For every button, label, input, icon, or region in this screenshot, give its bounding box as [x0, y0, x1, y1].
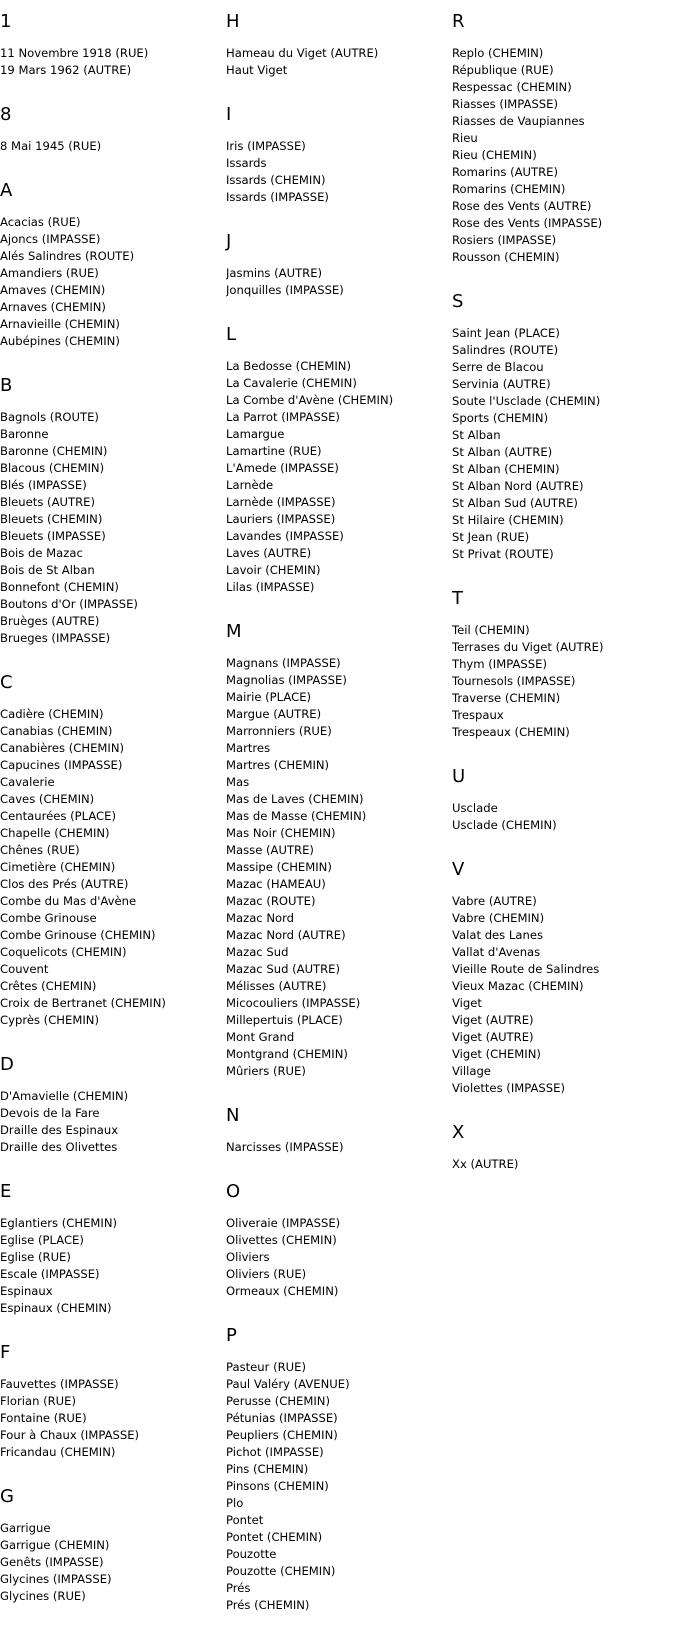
street-link[interactable]: Chênes (RUE) [0, 843, 80, 857]
street-link[interactable]: Riasses de Vaupiannes [452, 114, 585, 128]
street-link[interactable]: Village [452, 1064, 491, 1078]
street-link[interactable]: Salindres (ROUTE) [452, 343, 559, 357]
street-list [452, 325, 667, 563]
street-link[interactable]: St Hilaire (CHEMIN) [452, 513, 564, 527]
street-list [226, 1139, 441, 1156]
street-link[interactable]: Oliviers [226, 1250, 270, 1264]
street-link[interactable]: République (RUE) [452, 63, 554, 77]
letter-heading: G [0, 1486, 14, 1507]
street-link[interactable]: Serre de Blacou [452, 360, 544, 374]
letter-group [452, 1111, 667, 1173]
street-link[interactable]: Issards [226, 156, 267, 170]
letter-group [0, 661, 215, 1029]
letter-group [0, 364, 215, 647]
letter-group [452, 755, 667, 834]
street-link[interactable]: Pouzotte [226, 1547, 277, 1561]
street-list [0, 214, 215, 350]
street-link[interactable]: Bruèges (AUTRE) [0, 614, 100, 628]
street-link[interactable]: Bonnefont (CHEMIN) [0, 580, 119, 594]
street-link[interactable]: Trespaux [452, 708, 504, 722]
letter-group [0, 0, 215, 79]
street-list [226, 1359, 441, 1614]
street-link[interactable]: Lavoir (CHEMIN) [226, 563, 321, 577]
letter-heading: F [0, 1342, 11, 1363]
street-link[interactable]: Bagnols (ROUTE) [0, 410, 99, 424]
street-link[interactable]: Terrases du Viget (AUTRE) [452, 640, 604, 654]
street-link[interactable]: Romarins (AUTRE) [452, 165, 559, 179]
street-link[interactable]: Crêtes (CHEMIN) [0, 979, 97, 993]
street-link[interactable]: Alés Salindres (ROUTE) [0, 249, 135, 263]
street-link[interactable]: Combe Grinouse (CHEMIN) [0, 928, 156, 942]
street-link[interactable]: Violettes (IMPASSE) [452, 1081, 565, 1095]
street-link[interactable]: Mazac Sud [226, 945, 289, 959]
street-link[interactable]: Rose des Vents (IMPASSE) [452, 216, 603, 230]
street-link[interactable]: Olivettes (CHEMIN) [226, 1233, 337, 1247]
street-link[interactable]: Mas de Laves (CHEMIN) [226, 792, 364, 806]
street-link[interactable]: Arnaves (CHEMIN) [0, 300, 106, 314]
street-list [0, 706, 215, 1029]
street-link[interactable]: Cavalerie [0, 775, 55, 789]
street-link[interactable]: Massipe (CHEMIN) [226, 860, 332, 874]
street-link[interactable]: Caves (CHEMIN) [0, 792, 95, 806]
street-link[interactable]: Croix de Bertranet (CHEMIN) [0, 996, 166, 1010]
letter-group [226, 0, 441, 79]
street-link[interactable]: Martres (CHEMIN) [226, 758, 330, 772]
street-link[interactable]: Prés [226, 1581, 251, 1595]
street-link[interactable]: Centaurées (PLACE) [0, 809, 116, 823]
street-list [0, 1088, 215, 1156]
street-link[interactable]: Canabières (CHEMIN) [0, 741, 125, 755]
street-link[interactable]: Mazac (HAMEAU) [226, 877, 326, 891]
street-link[interactable]: Magnans (IMPASSE) [226, 656, 341, 670]
street-link[interactable]: Bois de Mazac [0, 546, 83, 560]
street-link[interactable]: Lauriers (IMPASSE) [226, 512, 336, 526]
street-link[interactable]: Marronniers (RUE) [226, 724, 332, 738]
street-list [0, 1520, 215, 1605]
street-link[interactable]: St Alban (AUTRE) [452, 445, 553, 459]
street-list [0, 138, 215, 155]
street-link[interactable]: Garrigue [0, 1521, 51, 1535]
street-list [226, 655, 441, 1080]
letter-heading: E [0, 1181, 12, 1202]
street-link[interactable]: Mas [226, 775, 250, 789]
street-list [226, 1215, 441, 1300]
letter-group [0, 169, 215, 350]
street-link[interactable]: St Alban Sud (AUTRE) [452, 496, 578, 510]
street-link[interactable]: Coquelicots (CHEMIN) [0, 945, 127, 959]
street-link[interactable]: Combe du Mas d'Avène [0, 894, 137, 908]
street-link[interactable]: Lavandes (IMPASSE) [226, 529, 344, 543]
column-2 [226, 0, 441, 1628]
street-link[interactable]: Larnède (IMPASSE) [226, 495, 336, 509]
street-link[interactable]: Fontaine (RUE) [0, 1411, 87, 1425]
street-link[interactable]: Mazac Sud (AUTRE) [226, 962, 341, 976]
street-link[interactable]: Chapelle (CHEMIN) [0, 826, 110, 840]
street-link[interactable]: Glycines (RUE) [0, 1589, 86, 1603]
street-link[interactable]: Vabre (CHEMIN) [452, 911, 545, 925]
street-link[interactable]: Couvent [0, 962, 49, 976]
street-link[interactable]: Rosiers (IMPASSE) [452, 233, 557, 247]
street-link[interactable]: Jasmins (AUTRE) [226, 266, 323, 280]
letter-group [226, 1170, 441, 1300]
street-link[interactable]: Cyprès (CHEMIN) [0, 1013, 99, 1027]
street-link[interactable]: Amaves (CHEMIN) [0, 283, 106, 297]
street-link[interactable]: Mas Noir (CHEMIN) [226, 826, 336, 840]
street-link[interactable]: Mont Grand [226, 1030, 295, 1044]
street-list [452, 893, 667, 1097]
street-link[interactable]: Fauvettes (IMPASSE) [0, 1377, 119, 1391]
street-link[interactable]: Bleuets (CHEMIN) [0, 512, 103, 526]
letter-heading: C [0, 672, 13, 693]
street-link[interactable]: La Bedosse (CHEMIN) [226, 359, 351, 373]
street-list [452, 1156, 667, 1173]
street-link[interactable]: Pouzotte (CHEMIN) [226, 1564, 336, 1578]
street-link[interactable]: La Parrot (IMPASSE) [226, 410, 340, 424]
street-link[interactable]: Lamargue [226, 427, 285, 441]
street-link[interactable]: Perusse (CHEMIN) [226, 1394, 331, 1408]
street-link[interactable]: Mazac Nord [226, 911, 295, 925]
street-link[interactable]: Usclade (CHEMIN) [452, 818, 557, 832]
street-link[interactable]: Pins (CHEMIN) [226, 1462, 309, 1476]
street-link[interactable]: Plo [226, 1496, 244, 1510]
letter-heading: L [226, 324, 237, 345]
street-link[interactable]: Viget (CHEMIN) [452, 1047, 541, 1061]
street-link[interactable]: Pontet (CHEMIN) [226, 1530, 323, 1544]
street-list [0, 409, 215, 647]
street-link[interactable]: Lamartine (RUE) [226, 444, 322, 458]
street-link[interactable]: Genêts (IMPASSE) [0, 1555, 104, 1569]
street-link[interactable]: Rieu [452, 131, 478, 145]
street-link[interactable]: Xx (AUTRE) [452, 1157, 519, 1171]
street-link[interactable]: Fricandau (CHEMIN) [0, 1445, 116, 1459]
street-link[interactable]: Escale (IMPASSE) [0, 1267, 100, 1281]
column-3 [452, 0, 667, 1187]
letter-group [226, 1314, 441, 1614]
street-link[interactable]: Pasteur (RUE) [226, 1360, 307, 1374]
letter-heading: A [0, 180, 13, 201]
street-link[interactable]: Prés (CHEMIN) [226, 1598, 310, 1612]
street-link[interactable]: Draille des Espinaux [0, 1123, 119, 1137]
letter-group [0, 1331, 215, 1461]
street-link[interactable]: Rousson (CHEMIN) [452, 250, 560, 264]
street-link[interactable]: Vieille Route de Salindres [452, 962, 600, 976]
letter-group [0, 1170, 215, 1317]
street-link[interactable]: Florian (RUE) [0, 1394, 77, 1408]
street-list [452, 622, 667, 741]
street-link[interactable]: Valat des Lanes [452, 928, 543, 942]
street-link[interactable]: Arnavieille (CHEMIN) [0, 317, 120, 331]
letter-heading: V [452, 859, 465, 880]
letter-heading: I [226, 104, 232, 125]
street-link[interactable]: Pétunias (IMPASSE) [226, 1411, 338, 1425]
street-link[interactable]: Bleuets (IMPASSE) [0, 529, 106, 543]
letter-heading: S [452, 291, 464, 312]
street-link[interactable]: St Privat (ROUTE) [452, 547, 554, 561]
street-link[interactable]: Romarins (CHEMIN) [452, 182, 566, 196]
street-link[interactable]: Glycines (IMPASSE) [0, 1572, 112, 1586]
street-link[interactable]: Martres [226, 741, 271, 755]
street-link[interactable]: Servinia (AUTRE) [452, 377, 551, 391]
letter-heading: B [0, 375, 13, 396]
street-link[interactable]: Mazac Nord (AUTRE) [226, 928, 346, 942]
street-link[interactable]: Pinsons (CHEMIN) [226, 1479, 329, 1493]
street-link[interactable]: Thym (IMPASSE) [452, 657, 547, 671]
street-link[interactable]: Aubépines (CHEMIN) [0, 334, 120, 348]
street-link[interactable]: Soute l'Usclade (CHEMIN) [452, 394, 601, 408]
street-link[interactable]: Viget [452, 996, 482, 1010]
street-link[interactable]: Ormeaux (CHEMIN) [226, 1284, 339, 1298]
street-link[interactable]: Larnède [226, 478, 274, 492]
letter-heading: P [226, 1325, 237, 1346]
street-link[interactable]: Baronne [0, 427, 49, 441]
street-link[interactable]: Oliviers (RUE) [226, 1267, 307, 1281]
letter-group [226, 610, 441, 1080]
letter-heading: 1 [0, 11, 12, 32]
street-link[interactable]: Masse (AUTRE) [226, 843, 314, 857]
letter-group [452, 848, 667, 1097]
letter-group [452, 280, 667, 563]
street-link[interactable]: Tournesols (IMPASSE) [452, 674, 576, 688]
street-list [226, 138, 441, 206]
street-link[interactable]: Rose des Vents (AUTRE) [452, 199, 592, 213]
street-link[interactable]: Saint Jean (PLACE) [452, 326, 560, 340]
street-link[interactable]: Replo (CHEMIN) [452, 46, 544, 60]
street-link[interactable]: Eglantiers (CHEMIN) [0, 1216, 118, 1230]
street-link[interactable]: Mazac (ROUTE) [226, 894, 316, 908]
letter-heading: H [226, 11, 240, 32]
letter-group [226, 93, 441, 206]
street-link[interactable]: Boutons d'Or (IMPASSE) [0, 597, 138, 611]
letter-group [226, 1094, 441, 1156]
street-link[interactable]: Bleuets (AUTRE) [0, 495, 95, 509]
street-link[interactable]: Canabias (CHEMIN) [0, 724, 113, 738]
letter-heading: D [0, 1054, 14, 1075]
street-link[interactable]: St Alban Nord (AUTRE) [452, 479, 584, 493]
street-link[interactable]: Mas de Masse (CHEMIN) [226, 809, 367, 823]
street-link[interactable]: Oliveraie (IMPASSE) [226, 1216, 341, 1230]
street-link[interactable]: Riasses (IMPASSE) [452, 97, 559, 111]
street-link[interactable]: Garrigue (CHEMIN) [0, 1538, 110, 1552]
street-link[interactable]: Vieux Mazac (CHEMIN) [452, 979, 584, 993]
street-list [226, 358, 441, 596]
street-link[interactable]: Paul Valéry (AVENUE) [226, 1377, 350, 1391]
letter-group [226, 220, 441, 299]
street-link[interactable]: Baronne (CHEMIN) [0, 444, 108, 458]
street-link[interactable]: Usclade [452, 801, 498, 815]
street-link[interactable]: 8 Mai 1945 (RUE) [0, 139, 102, 153]
letter-heading: R [452, 11, 465, 32]
letter-heading: M [226, 621, 242, 642]
street-link[interactable]: Amandiers (RUE) [0, 266, 99, 280]
column-1 [0, 0, 215, 1619]
street-link[interactable]: Cimetière (CHEMIN) [0, 860, 116, 874]
street-link[interactable]: Teil (CHEMIN) [452, 623, 530, 637]
street-link[interactable]: Ajoncs (IMPASSE) [0, 232, 101, 246]
street-link[interactable]: Millepertuis (PLACE) [226, 1013, 343, 1027]
street-link[interactable]: 19 Mars 1962 (AUTRE) [0, 63, 132, 77]
street-link[interactable]: St Alban (CHEMIN) [452, 462, 560, 476]
street-link[interactable]: Cadière (CHEMIN) [0, 707, 104, 721]
street-link[interactable]: Lilas (IMPASSE) [226, 580, 315, 594]
letter-group [452, 577, 667, 741]
street-link[interactable]: Hameau du Viget (AUTRE) [226, 46, 379, 60]
letter-heading: J [226, 231, 232, 252]
street-link[interactable]: Montgrand (CHEMIN) [226, 1047, 348, 1061]
street-link[interactable]: Viget (AUTRE) [452, 1013, 534, 1027]
street-link[interactable]: Devois de la Fare [0, 1106, 100, 1120]
street-link[interactable]: Trespeaux (CHEMIN) [452, 725, 570, 739]
street-link[interactable]: Laves (AUTRE) [226, 546, 312, 560]
street-list [226, 45, 441, 79]
street-link[interactable]: Issards (CHEMIN) [226, 173, 326, 187]
street-link[interactable]: Peupliers (CHEMIN) [226, 1428, 338, 1442]
street-link[interactable]: Mairie (PLACE) [226, 690, 312, 704]
letter-heading: N [226, 1105, 240, 1126]
letter-heading: U [452, 766, 466, 787]
street-link[interactable]: Blacous (CHEMIN) [0, 461, 105, 475]
street-link[interactable]: Vabre (AUTRE) [452, 894, 537, 908]
street-link[interactable]: 11 Novembre 1918 (RUE) [0, 46, 149, 60]
street-link[interactable]: Viget (AUTRE) [452, 1030, 534, 1044]
street-link[interactable]: Rieu (CHEMIN) [452, 148, 537, 162]
street-link[interactable]: Sports (CHEMIN) [452, 411, 549, 425]
letter-group [0, 1475, 215, 1605]
street-link[interactable]: Magnolias (IMPASSE) [226, 673, 347, 687]
street-link[interactable]: Iris (IMPASSE) [226, 139, 306, 153]
street-link[interactable]: Micocouliers (IMPASSE) [226, 996, 361, 1010]
street-link[interactable]: Haut Viget [226, 63, 288, 77]
street-link[interactable]: Capucines (IMPASSE) [0, 758, 123, 772]
street-list [452, 45, 667, 266]
street-link[interactable]: L'Amede (IMPASSE) [226, 461, 339, 475]
street-link[interactable]: Traverse (CHEMIN) [452, 691, 561, 705]
street-link[interactable]: Espinaux (CHEMIN) [0, 1301, 112, 1315]
street-link[interactable]: Acacias (RUE) [0, 215, 81, 229]
street-link[interactable]: Pichot (IMPASSE) [226, 1445, 324, 1459]
street-link[interactable]: Combe Grinouse [0, 911, 97, 925]
street-link[interactable]: Draille des Olivettes [0, 1140, 118, 1154]
street-link[interactable]: Margue (AUTRE) [226, 707, 322, 721]
street-list [0, 1376, 215, 1461]
street-list [226, 265, 441, 299]
letter-heading: O [226, 1181, 241, 1202]
street-link[interactable]: Narcisses (IMPASSE) [226, 1140, 344, 1154]
street-link[interactable]: Eglise (PLACE) [0, 1233, 84, 1247]
street-link[interactable]: Clos des Prés (AUTRE) [0, 877, 129, 891]
letter-group [0, 1043, 215, 1156]
street-link[interactable]: St Alban [452, 428, 501, 442]
street-link[interactable]: Pontet [226, 1513, 264, 1527]
street-link[interactable]: Espinaux [0, 1284, 53, 1298]
street-link[interactable]: St Jean (RUE) [452, 530, 530, 544]
street-link[interactable]: Mélisses (AUTRE) [226, 979, 327, 993]
street-link[interactable]: Bois de St Alban [0, 563, 95, 577]
street-link[interactable]: La Combe d'Avène (CHEMIN) [226, 393, 394, 407]
street-link[interactable]: Issards (IMPASSE) [226, 190, 329, 204]
street-list [452, 800, 667, 834]
letter-group [0, 93, 215, 155]
street-link[interactable]: Jonquilles (IMPASSE) [226, 283, 344, 297]
letter-heading: T [452, 588, 463, 609]
street-link[interactable]: Respessac (CHEMIN) [452, 80, 572, 94]
street-link[interactable]: D'Amavielle (CHEMIN) [0, 1089, 129, 1103]
street-list [0, 1215, 215, 1317]
letter-heading: X [452, 1122, 465, 1143]
street-list [0, 45, 215, 79]
street-link[interactable]: Eglise (RUE) [0, 1250, 71, 1264]
letter-group [452, 0, 667, 266]
letter-group [226, 313, 441, 596]
letter-heading: 8 [0, 104, 12, 125]
street-link[interactable]: La Cavalerie (CHEMIN) [226, 376, 357, 390]
street-link[interactable]: Vallat d'Avenas [452, 945, 541, 959]
street-link[interactable]: Four à Chaux (IMPASSE) [0, 1428, 140, 1442]
street-link[interactable]: Brueges (IMPASSE) [0, 631, 111, 645]
street-link[interactable]: Mûriers (RUE) [226, 1064, 306, 1078]
street-link[interactable]: Blés (IMPASSE) [0, 478, 87, 492]
